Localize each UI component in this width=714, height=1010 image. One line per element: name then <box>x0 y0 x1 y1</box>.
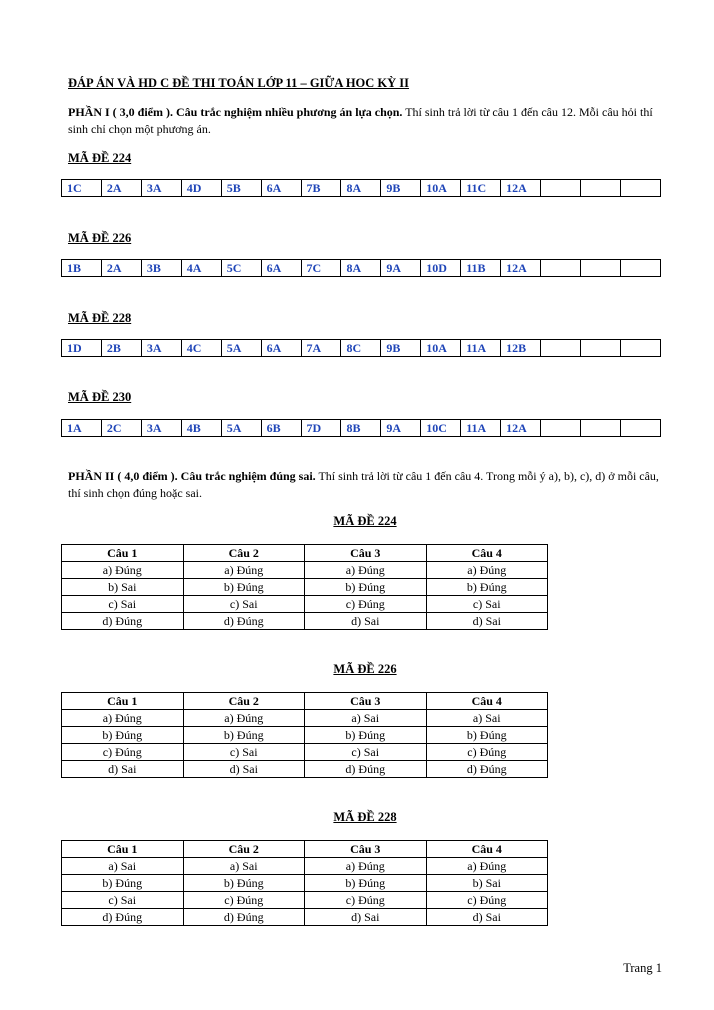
table-cell: d) Đúng <box>183 909 305 926</box>
answer-cell: 6A <box>261 340 301 357</box>
table-cell: b) Sai <box>62 579 184 596</box>
table-cell: c) Đúng <box>183 892 305 909</box>
table-cell: a) Đúng <box>183 562 305 579</box>
part1-text: Thí sinh trả lời từ câu 1 đến câu 12. Mỗi câu hỏi thí sinh chỉ chọn một phương án. <box>68 105 653 136</box>
table-cell: d) Đúng <box>62 613 184 630</box>
table-row <box>62 613 548 630</box>
answer-cell: 8B <box>341 420 381 437</box>
answer-cell: 6A <box>261 260 301 277</box>
answer-cell: 10C <box>421 420 461 437</box>
answer-cell: 5A <box>221 340 261 357</box>
column-header: Câu 3 <box>305 693 427 710</box>
answer-cell: 12A <box>501 260 541 277</box>
part2-heading: PHẦN II ( 4,0 điểm ). Câu trắc nghiệm đúng sai. <box>68 469 316 483</box>
answer-cell: 3B <box>141 260 181 277</box>
table-cell: d) Đúng <box>183 613 305 630</box>
part2-code-label: MÃ ĐỀ 226 <box>333 662 397 676</box>
table-cell: c) Sai <box>305 744 427 761</box>
table-row <box>62 875 548 892</box>
table-cell: b) Đúng <box>183 875 305 892</box>
table-cell: d) Sai <box>426 909 548 926</box>
table-cell: c) Đúng <box>305 596 427 613</box>
part1-answer-row <box>61 419 661 437</box>
table-row <box>62 727 548 744</box>
table-cell: c) Sai <box>62 892 184 909</box>
answer-cell: 12B <box>501 340 541 357</box>
answer-cell <box>620 180 660 197</box>
table-cell: c) Đúng <box>305 892 427 909</box>
table-cell: b) Đúng <box>305 727 427 744</box>
table-row <box>62 596 548 613</box>
document-title: ĐÁP ÁN VÀ HD C ĐỀ THI TOÁN LỚP 11 – GIỮA HOC KỲ II <box>68 76 410 90</box>
table-cell: a) Sai <box>62 858 184 875</box>
answer-cell: 9A <box>381 260 421 277</box>
column-header: Câu 1 <box>62 841 184 858</box>
answer-cell: 5C <box>221 260 261 277</box>
column-header: Câu 3 <box>305 545 427 562</box>
table-cell: c) Đúng <box>426 744 548 761</box>
part2-code-label: MÃ ĐỀ 224 <box>333 514 397 528</box>
column-header: Câu 1 <box>62 693 184 710</box>
table-header-row <box>62 693 548 710</box>
answer-cell: 9A <box>381 420 421 437</box>
part1-answer-row <box>61 179 661 197</box>
part1-code-label: MÃ ĐỀ 226 <box>68 231 132 245</box>
answer-cell <box>541 420 581 437</box>
answer-cell: 11C <box>461 180 501 197</box>
table-cell: b) Đúng <box>183 579 305 596</box>
part1-code-label: MÃ ĐỀ 224 <box>68 151 132 165</box>
answer-cell: 10A <box>421 180 461 197</box>
table-cell: d) Đúng <box>305 761 427 778</box>
answer-cell: 6A <box>261 180 301 197</box>
table-cell: b) Sai <box>426 875 548 892</box>
answer-cell: 7A <box>301 340 341 357</box>
column-header: Câu 2 <box>183 545 305 562</box>
answer-cell: 4D <box>181 180 221 197</box>
answer-cell: 8C <box>341 340 381 357</box>
table-cell: a) Đúng <box>426 858 548 875</box>
answer-cell: 5A <box>221 420 261 437</box>
answer-cell: 12A <box>501 180 541 197</box>
answer-cell <box>620 340 660 357</box>
answer-cell: 3A <box>141 340 181 357</box>
table-cell: a) Sai <box>183 858 305 875</box>
answer-cell <box>580 420 620 437</box>
table-row <box>62 909 548 926</box>
answer-cell <box>580 260 620 277</box>
answer-cell <box>580 340 620 357</box>
page-number: Trang 1 <box>623 961 662 975</box>
table-cell: b) Đúng <box>305 875 427 892</box>
column-header: Câu 4 <box>426 693 548 710</box>
table-cell: a) Đúng <box>62 710 184 727</box>
table-cell: a) Đúng <box>62 562 184 579</box>
part1-intro <box>68 104 662 138</box>
table-cell: a) Đúng <box>305 562 427 579</box>
table-cell: b) Đúng <box>426 727 548 744</box>
table-header-row <box>62 841 548 858</box>
table-cell: d) Sai <box>426 613 548 630</box>
table-cell: b) Đúng <box>62 727 184 744</box>
answer-cell: 2B <box>101 340 141 357</box>
answer-cell: 4B <box>181 420 221 437</box>
answer-cell: 11A <box>461 340 501 357</box>
table-row <box>62 744 548 761</box>
column-header: Câu 2 <box>183 841 305 858</box>
table-cell: d) Đúng <box>62 909 184 926</box>
table-cell: d) Sai <box>62 761 184 778</box>
column-header: Câu 4 <box>426 841 548 858</box>
part1-code-label: MÃ ĐỀ 228 <box>68 311 132 325</box>
column-header: Câu 2 <box>183 693 305 710</box>
answer-cell: 2C <box>101 420 141 437</box>
answer-cell: 8A <box>341 180 381 197</box>
table-cell: c) Đúng <box>426 892 548 909</box>
table-row <box>62 562 548 579</box>
part2-text: Thí sinh trả lời từ câu 1 đến câu 4. Trong mỗi ý a), b), c), d) ở mỗi câu, thí sinh chọn đúng hoặc sai. <box>68 469 659 500</box>
answer-cell: 3A <box>141 420 181 437</box>
answer-cell <box>541 260 581 277</box>
table-cell: b) Đúng <box>305 579 427 596</box>
answer-cell: 1A <box>62 420 102 437</box>
true-false-table <box>61 544 548 630</box>
answer-cell: 3A <box>141 180 181 197</box>
answer-cell: 4C <box>181 340 221 357</box>
table-cell: d) Sai <box>183 761 305 778</box>
answer-cell: 11A <box>461 420 501 437</box>
table-row <box>62 710 548 727</box>
table-cell: d) Đúng <box>426 761 548 778</box>
answer-cell <box>580 180 620 197</box>
table-cell: a) Đúng <box>183 710 305 727</box>
answer-cell: 10D <box>421 260 461 277</box>
answer-cell: 2A <box>101 180 141 197</box>
answer-cell: 6B <box>261 420 301 437</box>
answer-cell: 2A <box>101 260 141 277</box>
part2-code-label: MÃ ĐỀ 228 <box>333 810 397 824</box>
true-false-table <box>61 692 548 778</box>
table-cell: a) Đúng <box>426 562 548 579</box>
table-cell: b) Đúng <box>183 727 305 744</box>
part1-answer-row <box>61 339 661 357</box>
table-cell: c) Sai <box>426 596 548 613</box>
table-cell: d) Sai <box>305 613 427 630</box>
answer-cell: 11B <box>461 260 501 277</box>
true-false-table <box>61 840 548 926</box>
answer-cell: 9B <box>381 340 421 357</box>
answer-cell: 10A <box>421 340 461 357</box>
answer-cell <box>620 260 660 277</box>
table-row <box>62 761 548 778</box>
answer-cell <box>541 340 581 357</box>
table-header-row <box>62 545 548 562</box>
answer-cell: 7C <box>301 260 341 277</box>
table-cell: c) Sai <box>183 744 305 761</box>
answer-cell <box>541 180 581 197</box>
table-cell: b) Đúng <box>62 875 184 892</box>
table-cell: c) Sai <box>62 596 184 613</box>
column-header: Câu 1 <box>62 545 184 562</box>
answer-cell: 1D <box>62 340 102 357</box>
table-row <box>62 858 548 875</box>
column-header: Câu 3 <box>305 841 427 858</box>
table-cell: c) Sai <box>183 596 305 613</box>
table-row <box>62 579 548 596</box>
answer-cell: 7D <box>301 420 341 437</box>
answer-cell: 12A <box>501 420 541 437</box>
answer-cell: 1C <box>62 180 102 197</box>
table-row <box>62 892 548 909</box>
part1-heading: PHẦN I ( 3,0 điểm ). Câu trắc nghiệm nhiều phương án lựa chọn. <box>68 105 403 119</box>
table-cell: b) Đúng <box>426 579 548 596</box>
table-cell: a) Sai <box>426 710 548 727</box>
table-cell: a) Sai <box>305 710 427 727</box>
answer-cell: 7B <box>301 180 341 197</box>
part2-intro <box>68 468 662 502</box>
answer-cell: 8A <box>341 260 381 277</box>
table-cell: c) Đúng <box>62 744 184 761</box>
table-cell: d) Sai <box>305 909 427 926</box>
answer-cell: 5B <box>221 180 261 197</box>
table-cell: a) Đúng <box>305 858 427 875</box>
part1-answer-row <box>61 259 661 277</box>
answer-cell <box>620 420 660 437</box>
part1-code-label: MÃ ĐỀ 230 <box>68 390 132 404</box>
column-header: Câu 4 <box>426 545 548 562</box>
answer-cell: 9B <box>381 180 421 197</box>
answer-cell: 4A <box>181 260 221 277</box>
answer-cell: 1B <box>62 260 102 277</box>
